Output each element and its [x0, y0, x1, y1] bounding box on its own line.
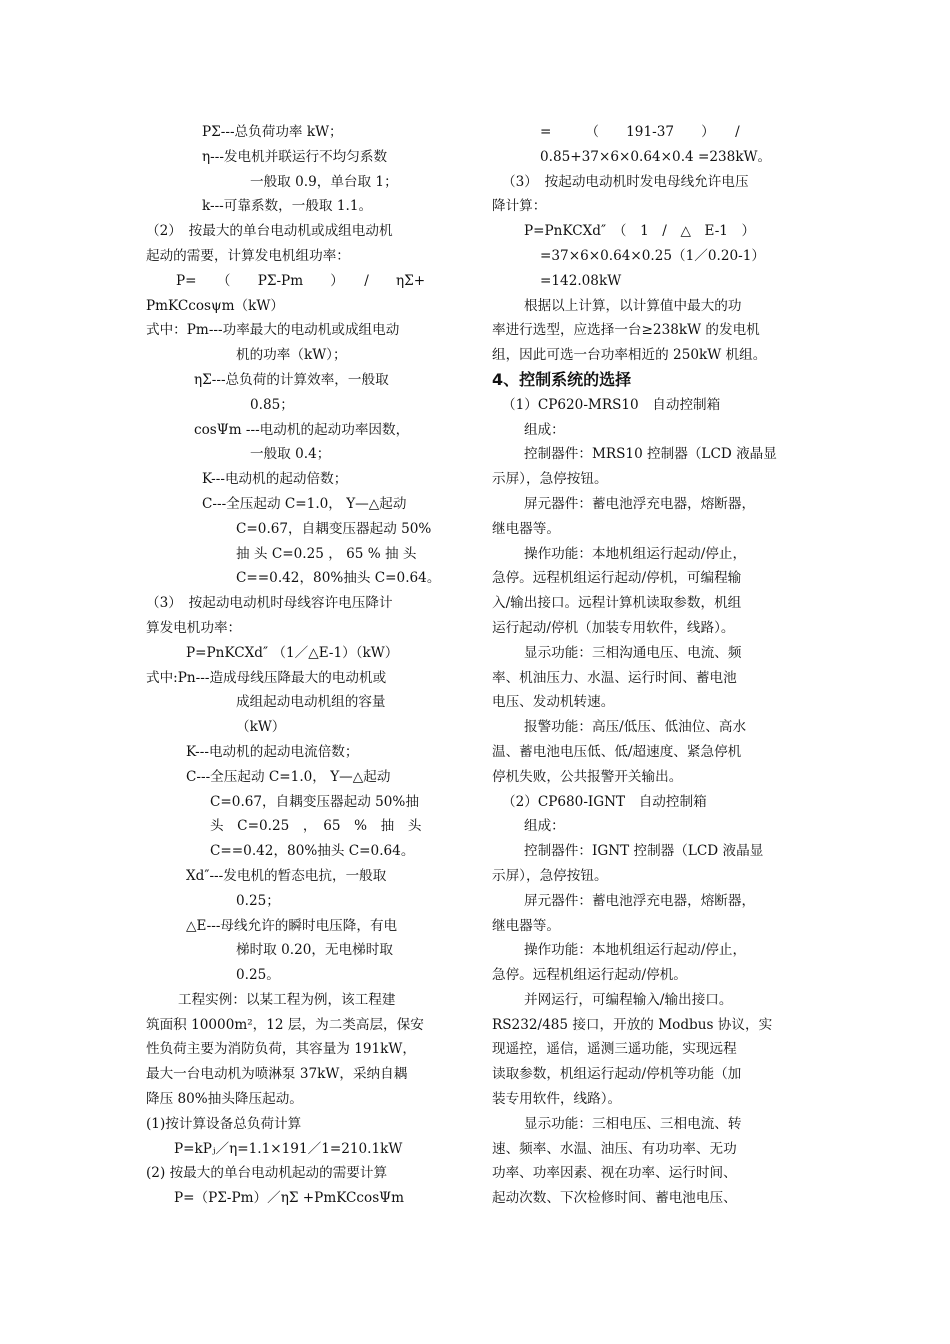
text-line: C==0.42，80%抽头 C=0.64。 [210, 843, 415, 860]
text-line: 入/输出接口。远程计算机读取参数，机组 [492, 595, 742, 612]
formula-line: = （ 191-37 ） / [540, 124, 740, 140]
formula-line: P= （ PΣ-Pm ） / ηΣ+ [176, 272, 426, 289]
text-line: 控制器件：IGNT 控制器（LCD 液晶显 [524, 843, 764, 860]
left-column [146, 120, 471, 1211]
text-line: C=0.67，自耦变压器起动 50% [236, 520, 432, 537]
text-line: （3） 按起动电动机时母线容许电压降计 [146, 595, 393, 612]
text-line: C---全压起动 C=1.0， Y—△起动 [186, 768, 391, 785]
text-line: 示屏），急停按钮。 [492, 867, 608, 884]
text-line: 工程实例：以某工程为例，该工程建 [178, 991, 396, 1008]
text-line: cosΨm ---电动机的起动功率因数， [194, 421, 410, 438]
text-line: 温、蓄电池电压低、低/超速度、紧急停机 [492, 743, 742, 760]
text-line: 示屏），急停按钮。 [492, 471, 608, 488]
text-line: 组成： [524, 421, 565, 438]
text-line: 继电器等。 [492, 520, 560, 537]
text-line: 筑面积 10000m²，12 层，为二类高层，保安 [146, 1016, 424, 1033]
text-line: 运行起动/停机（加装专用软件，线路）。 [492, 619, 735, 636]
formula-line: P=kPⱼ／η=1.1×191／1=210.1kW [174, 1140, 403, 1157]
formula-line: P=（PΣ-Pm）／ηΣ +PmKCcosΨm [174, 1190, 404, 1207]
formula-line: P=PnKCXd″ （ 1 / △ E-1 ） [524, 223, 756, 240]
formula-line: PmKCcosψm（kW） [146, 297, 284, 314]
text-line: 降计算： [492, 198, 547, 215]
text-line: C=0.67，自耦变压器起动 50%抽 [210, 793, 419, 810]
text-line: 起动次数、下次检修时间、蓄电池电压、 [492, 1190, 737, 1207]
text-line: （kW） [236, 719, 286, 736]
text-line: 读取参数，机组运行起动/停机等功能（加 [492, 1066, 742, 1083]
text-line: 最大一台电动机为喷淋泵 37kW，采纳自耦 [146, 1066, 408, 1083]
text-line: K---电动机的起动电流倍数； [186, 743, 359, 760]
text-line: 式中:Pn---造成母线压降最大的电动机或 [146, 669, 387, 686]
text-line: 机的功率（kW）； [236, 347, 347, 364]
text-line: PΣ---总负荷功率 kW； [202, 124, 343, 140]
text-line: ηΣ---总负荷的计算效率，一般取 [194, 371, 389, 388]
text-line: 率进行选型，应选择一台≥238kW 的发电机 [492, 322, 760, 339]
text-line: 现遥控，遥信，遥测三遥功能，实现远程 [492, 1041, 737, 1058]
text-line: 并网运行，可编程输入/输出接口。 [524, 991, 733, 1008]
formula-line: =142.08kW [540, 272, 622, 289]
text-line: 抽 头 C=0.25 ， 65 % 抽 头 [236, 545, 417, 562]
text-line: 头 C=0.25 ， 65 % 抽 头 [210, 818, 422, 835]
text-line: 速、频率、水温、油压、有功功率、无功 [492, 1140, 737, 1157]
text-line: 显示功能：三相沟通电压、电流、频 [524, 644, 742, 661]
text-line: 性负荷主要为消防负荷，其容量为 191kW， [146, 1041, 416, 1058]
text-line: 停机失败，公共报警开关输出。 [492, 768, 683, 785]
text-line: 电压、发动机转速。 [492, 694, 615, 711]
text-line: 0.85； [250, 396, 294, 413]
text-line: 操作功能：本地机组运行起动/停止， [524, 545, 747, 562]
text-line: 0.25； [236, 892, 280, 909]
text-line: 继电器等。 [492, 917, 560, 934]
text-line: 式中：Pm---功率最大的电动机或成组电动 [146, 322, 400, 339]
formula-line: =37×6×0.64×0.25（1／0.20-1） [540, 247, 765, 264]
text-line: 梯时取 0.20，无电梯时取 [236, 942, 393, 959]
text-line: 报警功能：高压/低压、低油位、高水 [524, 719, 747, 736]
text-line: (1)按计算设备总负荷计算 [146, 1115, 302, 1132]
text-line: 成组起动电动机组的容量 [236, 694, 386, 711]
subsection-heading: （1）CP620-MRS10 自动控制箱 [502, 396, 721, 413]
text-line: 率、机油压力、水温、运行时间、蓄电池 [492, 669, 737, 686]
text-line: 组成： [524, 818, 565, 835]
text-line: 根据以上计算，以计算值中最大的功 [524, 297, 742, 314]
text-line: 功率、功率因素、视在功率、运行时间、 [492, 1165, 737, 1182]
text-line: 装专用软件，线路）。 [492, 1091, 622, 1108]
text-line: 0.25。 [236, 967, 280, 984]
text-line: 屏元器件：蓄电池浮充电器，熔断器， [524, 892, 756, 909]
text-line: 急停。远程机组运行起动/停机，可编程输 [492, 570, 742, 587]
text-line: （2） 按最大的单台电动机或成组电动机 [146, 223, 393, 240]
text-line: △E---母线允许的瞬时电压降，有电 [186, 917, 398, 934]
text-line: 控制器件：MRS10 控制器（LCD 液晶显 [524, 446, 777, 463]
text-line: 算发电机功率： [146, 619, 242, 636]
text-line: 显示功能：三相电压、三相电流、转 [524, 1115, 742, 1132]
text-line: RS232/485 接口，开放的 Modbus 协议，实 [492, 1016, 773, 1033]
subsection-heading: （2）CP680-IGNT 自动控制箱 [502, 793, 707, 810]
text-line: (2) 按最大的单台电动机起动的需要计算 [146, 1165, 388, 1182]
text-line: 操作功能：本地机组运行起动/停止， [524, 942, 747, 959]
text-line: 起动的需要，计算发电机组功率： [146, 247, 350, 264]
text-line: η---发电机并联运行不均匀系数 [202, 148, 388, 165]
text-line: Xd″---发电机的暂态电抗，一般取 [186, 867, 387, 884]
text-line: 组，因此可选一台功率相近的 250kW 机组。 [492, 347, 767, 364]
right-column [492, 120, 817, 1211]
text-line: 降压 80%抽头降压起动。 [146, 1091, 303, 1108]
text-line: （3） 按起动电动机时发电母线允许电压 [502, 173, 749, 190]
section-heading: 4、控制系统的选择 [492, 369, 632, 389]
text-line: 屏元器件：蓄电池浮充电器，熔断器， [524, 495, 756, 512]
text-line: K---电动机的起动倍数； [202, 471, 348, 488]
formula-line: 0.85+37×6×0.64×0.4 =238kW。 [540, 148, 772, 165]
text-line: C==0.42，80%抽头 C=0.64。 [236, 570, 441, 587]
formula-line: P=PnKCXd″ （1／△E-1）（kW） [186, 644, 399, 661]
text-line: 一般取 0.4； [250, 446, 331, 463]
text-line: C---全压起动 C=1.0， Y—△起动 [202, 495, 407, 512]
text-line: k---可靠系数，一般取 1.1。 [202, 198, 373, 215]
text-line: 急停。远程机组运行起动/停机。 [492, 967, 687, 984]
text-line: 一般取 0.9，单台取 1； [250, 173, 398, 190]
